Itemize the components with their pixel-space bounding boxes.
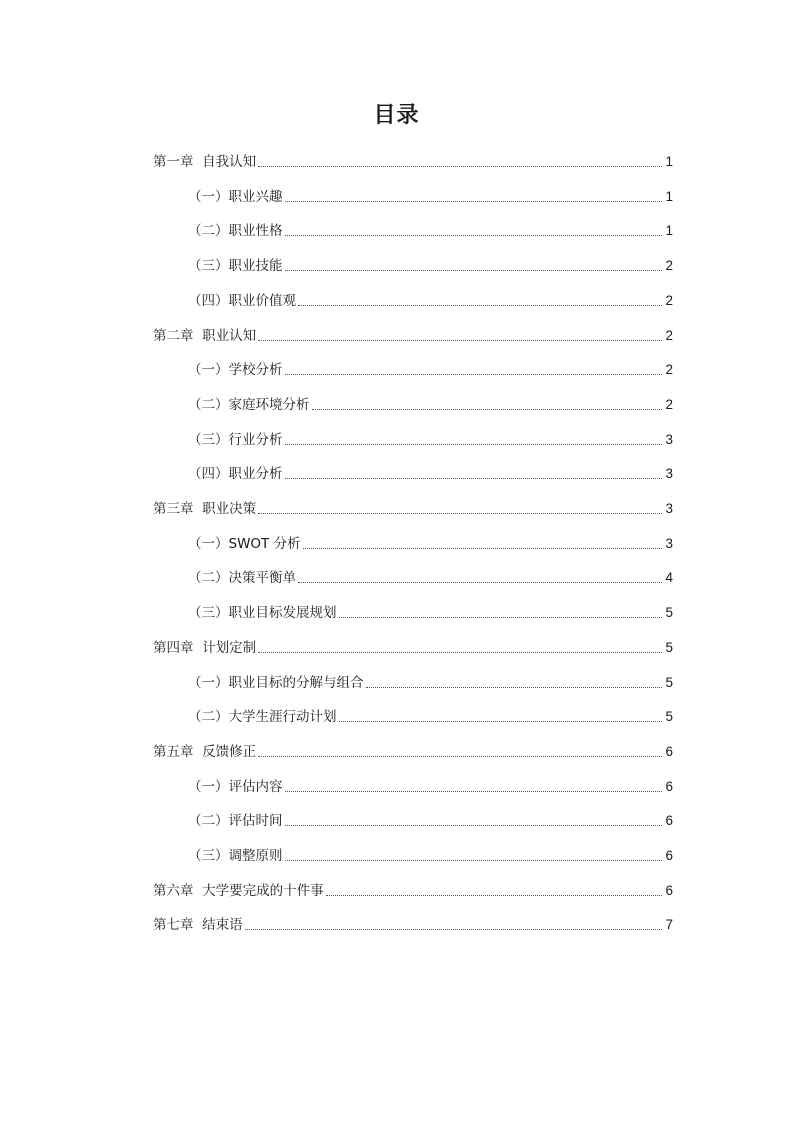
toc-page-number: 3 [665, 535, 673, 551]
toc-page-number: 1 [665, 223, 673, 239]
toc-dot-leader [326, 895, 662, 896]
toc-entry-label: （三）职业技能 [188, 258, 283, 275]
toc-dot-leader [258, 756, 662, 757]
toc-entry-label: （二）家庭环境分析 [188, 396, 310, 413]
toc-section-entry[interactable] [188, 218, 673, 240]
toc-section-entry[interactable] [188, 843, 673, 865]
toc-dot-leader [258, 340, 662, 341]
toc-section-entry[interactable] [188, 704, 673, 726]
toc-section-entry[interactable] [188, 357, 673, 379]
toc-dot-leader [298, 305, 662, 306]
toc-section-entry[interactable] [188, 288, 673, 310]
toc-entry-label: 第六章 大学要完成的十件事 [153, 882, 324, 899]
toc-dot-leader [285, 444, 663, 445]
toc-dot-leader [285, 270, 663, 271]
toc-section-entry[interactable] [188, 184, 673, 206]
toc-section-entry[interactable] [188, 392, 673, 414]
toc-page-number: 2 [665, 292, 673, 308]
toc-page-number: 3 [665, 466, 673, 482]
toc-section-entry[interactable] [188, 808, 673, 830]
toc-chapter-entry[interactable] [153, 496, 673, 518]
toc-page-number: 7 [665, 917, 673, 933]
toc-page-number: 5 [665, 605, 673, 621]
toc-section-entry[interactable] [188, 565, 673, 587]
toc-dot-leader [285, 791, 663, 792]
toc-section-entry[interactable] [188, 427, 673, 449]
toc-entry-label: （一）学校分析 [188, 362, 283, 379]
toc-page-number: 5 [665, 639, 673, 655]
toc-dot-leader [285, 478, 663, 479]
toc-dot-leader [285, 374, 663, 375]
toc-dot-leader [285, 235, 663, 236]
toc-dot-leader [258, 652, 662, 653]
toc-chapter-entry[interactable] [153, 323, 673, 345]
toc-page-number: 6 [665, 848, 673, 863]
toc-chapter-entry[interactable] [153, 878, 673, 900]
toc-entry-label: 第一章 自我认知 [153, 154, 257, 170]
toc-dot-leader [303, 548, 662, 549]
toc-dot-leader [339, 721, 663, 722]
toc-entry-label: 第五章 反馈修正 [153, 743, 257, 760]
toc-page-number: 6 [665, 743, 673, 759]
toc-entry-label: （三）行业分析 [188, 431, 283, 448]
toc-dot-leader [285, 825, 663, 826]
toc-section-entry[interactable] [188, 253, 673, 275]
toc-dot-leader [366, 687, 663, 688]
toc-page-number: 5 [665, 709, 673, 725]
toc-entry-label: （二）决策平衡单 [188, 570, 296, 587]
toc-page-number: 1 [665, 188, 673, 204]
toc-entry-label: （一）SWOT 分析 [188, 535, 301, 552]
toc-page-number: 2 [665, 327, 673, 343]
toc-entry-label: （二）职业性格 [188, 223, 283, 240]
toc-page-number: 3 [665, 501, 673, 516]
toc-entry-label: （四）职业分析 [188, 466, 283, 483]
toc-page-number: 6 [665, 882, 673, 898]
toc-page-number: 1 [665, 154, 673, 169]
toc-dot-leader [339, 617, 663, 618]
toc-entry-label: 第三章 职业决策 [153, 501, 257, 517]
toc-entry-label: （三）职业目标发展规划 [188, 605, 337, 622]
toc-section-entry[interactable] [188, 461, 673, 483]
toc-section-entry[interactable] [188, 774, 673, 796]
toc-dot-leader [245, 929, 662, 930]
toc-entry-label: （二）大学生涯行动计划 [188, 709, 337, 726]
toc-entry-label: （四）职业价值观 [188, 292, 296, 309]
toc-dot-leader [312, 409, 663, 410]
toc-page-number: 6 [665, 813, 673, 829]
toc-entry-label: （一）职业目标的分解与组合 [188, 674, 364, 691]
toc-page-number: 2 [665, 396, 673, 412]
toc-chapter-entry[interactable] [153, 739, 673, 761]
toc-entry-label: （三）调整原则 [188, 848, 283, 864]
toc-dot-leader [285, 201, 663, 202]
toc-dot-leader [298, 582, 662, 583]
toc-entry-label: （二）评估时间 [188, 813, 283, 830]
toc-page-number: 4 [665, 570, 673, 586]
toc-dot-leader [258, 166, 662, 167]
toc-entry-label: 第七章 结束语 [153, 917, 243, 934]
toc-chapter-entry[interactable] [153, 635, 673, 657]
toc-page-number: 2 [665, 258, 673, 274]
toc-page-number: 2 [665, 362, 673, 378]
toc-page-number: 3 [665, 431, 673, 447]
toc-title: 目录 [373, 103, 420, 128]
toc-section-entry[interactable] [188, 600, 673, 622]
toc-entry-label: 第二章 职业认知 [153, 327, 257, 344]
toc-dot-leader [285, 860, 663, 861]
toc-chapter-entry[interactable] [153, 149, 673, 171]
toc-page-number: 6 [665, 778, 673, 794]
toc-entry-label: （一）评估内容 [188, 778, 283, 795]
toc-entry-label: 第四章 计划定制 [153, 639, 257, 656]
toc-section-entry[interactable] [188, 531, 673, 553]
toc-section-entry[interactable] [188, 670, 673, 692]
toc-chapter-entry[interactable] [153, 912, 673, 934]
toc-entry-label: （一）职业兴趣 [188, 188, 283, 205]
toc-dot-leader [258, 513, 662, 514]
toc-page-number: 5 [665, 674, 673, 690]
